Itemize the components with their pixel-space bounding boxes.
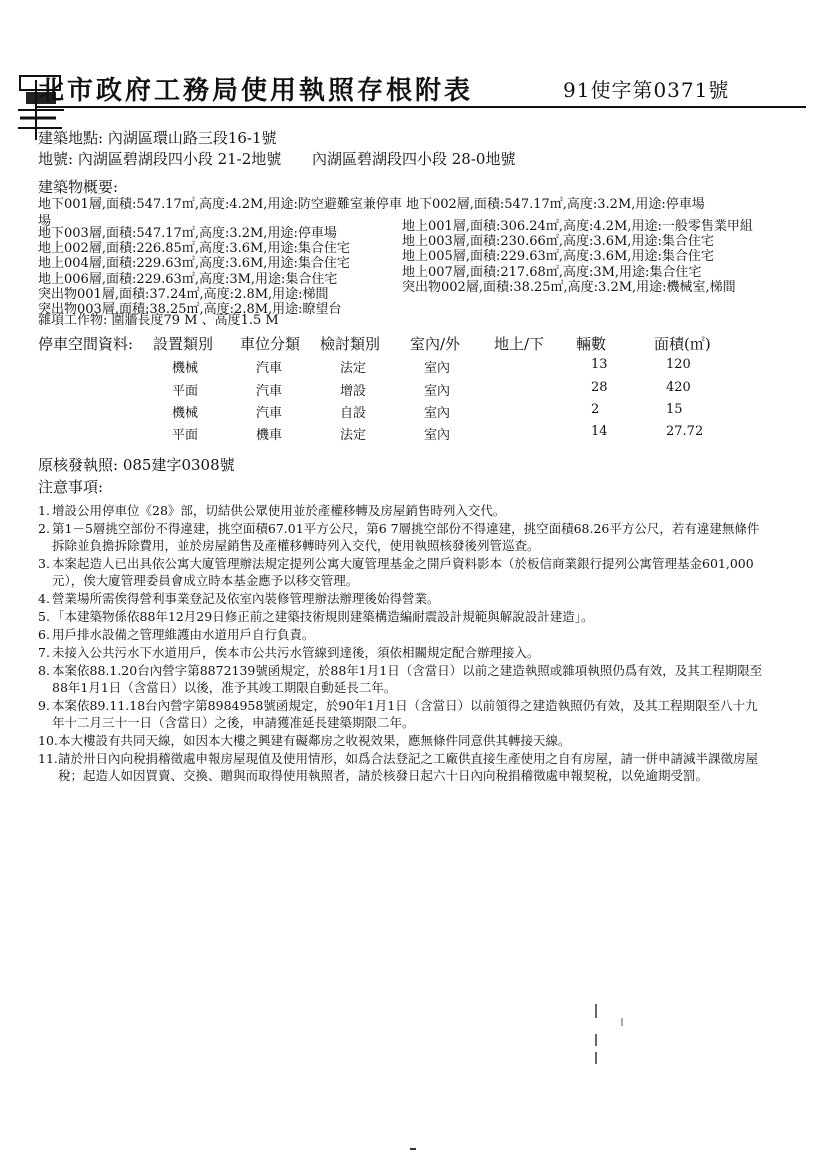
floor-item: 突出物002層,面積:38.25㎡,高度:3.2M,用途:機械室,梯間 <box>402 279 736 295</box>
parking-cell-type: 機械 <box>172 406 199 421</box>
parking-cell-area: 27.72 <box>666 424 704 439</box>
parking-cell-class: 機車 <box>256 428 283 443</box>
parking-header-type: 設置類別 <box>153 335 214 353</box>
floors-left-list <box>38 226 350 317</box>
parking-cell-class: 汽車 <box>256 384 283 399</box>
notes-heading: 注意事項: <box>38 478 104 496</box>
parking-header-review: 檢討類別 <box>320 335 381 353</box>
parking-cell-inout: 室內 <box>424 428 451 443</box>
parking-cell-review: 增設 <box>340 384 367 399</box>
parking-cell-inout: 室內 <box>424 406 451 421</box>
floor-item: 地上007層,面積:217.68㎡,高度:3M,用途:集合住宅 <box>402 264 702 280</box>
parking-cell-inout: 室內 <box>424 361 451 376</box>
note-text: 增設公用停車位《28》部，切結供公眾使用並於產權移轉及房屋銷售時列入交代。 <box>52 503 506 518</box>
note-number: 10. <box>38 733 58 748</box>
site-lot-2: 內湖區碧湖段四小段 28-0地號 <box>312 150 516 168</box>
scan-artifact-dot <box>410 1148 416 1150</box>
parking-cell-class: 汽車 <box>256 361 283 376</box>
misc-works: 雜項工作物: 圍牆長度79 M 、高度1.5 M <box>38 313 279 328</box>
note-number: 11. <box>38 751 58 766</box>
site-lot-1: 地號: 內湖區碧湖段四小段 21-2地號 <box>38 150 282 168</box>
list-item <box>38 732 768 749</box>
parking-cell-count: 2 <box>591 402 600 417</box>
parking-header-class: 車位分類 <box>240 335 301 353</box>
parking-cell-area: 15 <box>666 402 683 417</box>
parking-cell-class: 汽車 <box>256 406 283 421</box>
note-number: 9. <box>38 698 50 713</box>
list-item <box>38 644 768 661</box>
list-item <box>38 555 768 589</box>
list-item <box>38 590 768 607</box>
note-text: 本大樓設有共同天線，如因本大樓之興建有礙鄰房之收視效果，應無條件同意供其轉接天線。 <box>58 733 571 748</box>
parking-header-inout: 室內/外 <box>410 335 461 353</box>
parking-cell-review: 自設 <box>340 406 367 421</box>
note-text: 營業場所需俟得營利事業登記及依室內裝修管理辦法辦理後始得營業。 <box>52 591 440 606</box>
parking-cell-area: 120 <box>666 357 691 372</box>
parking-label: 停車空間資料: <box>38 335 134 353</box>
list-item <box>38 626 768 643</box>
floor-item: 地上004層,面積:229.63㎡,高度:3.6M,用途:集合住宅 <box>38 256 350 272</box>
site-address: 建築地點: 內湖區環山路三段16-1號 <box>38 129 277 147</box>
note-text: 用戶排水設備之管理維護由水道用戶自行負責。 <box>52 627 315 642</box>
parking-header-count: 輛數 <box>576 335 607 353</box>
parking-cell-inout: 室內 <box>424 384 451 399</box>
note-number: 5. <box>38 609 50 624</box>
list-item <box>38 502 768 519</box>
list-item <box>38 697 768 731</box>
list-item <box>38 608 768 625</box>
note-text: 「本建築物係依88年12月29日修正前之建築技術規則建築構造編耐震設計規範與解說設計建造」。 <box>52 609 594 624</box>
overview-line1-wrap: 場 <box>38 214 52 229</box>
note-text: 第1－5層挑空部份不得違建，挑空面積67.01平方公尺，第6 7層挑空部份不得違建，挑空面積68.26平方公尺，若有違建無條件拆除並負擔拆除費用，並於房屋銷售及產權移轉時列入交代，使用執照核發後列管巡查。 <box>52 521 760 553</box>
parking-cell-count: 14 <box>591 424 608 439</box>
parking-header-updown: 地上/下 <box>494 335 545 353</box>
list-item <box>38 662 768 696</box>
note-number: 7. <box>38 645 50 660</box>
overview-line1: 地下001層,面積:547.17㎡,高度:4.2M,用途:防空避難室兼停車 地下002層,面積:547.17㎡,高度:3.2M,用途:停車場 <box>38 197 705 212</box>
original-license: 原核發執照: 085建字0308號 <box>38 456 235 474</box>
parking-cell-review: 法定 <box>340 428 367 443</box>
floor-item: 地上005層,面積:229.63㎡,高度:3.6M,用途:集合住宅 <box>402 249 714 265</box>
note-number: 3. <box>38 556 50 571</box>
floor-item: 地下003層,面積:547.17㎡,高度:3.2M,用途:停車場 <box>38 226 337 241</box>
note-text: 本案依88.1.20台內營字第8872139號函規定，於88年1月1日（含當日）以前之建造執照或雜項執照仍爲有效，及其工程期限至88年1月1日（含當日）以後，准予其竣工期限自動延長二年。 <box>52 663 763 695</box>
parking-cell-type: 機械 <box>172 361 199 376</box>
note-text: 本案依89.11.18台內營字第8984958號函規定，於90年1月1日（含當日）以前領得之建造執照仍有效，及其工程期限至八十九年十二月三十一日（含當日）之後，申請獲准延長建築期限二年。 <box>52 698 758 730</box>
note-number: 2. <box>38 521 50 536</box>
overview-heading: 建築物概要: <box>38 178 119 196</box>
parking-cell-area: 420 <box>666 380 691 395</box>
floor-item: 地上006層,面積:229.63㎡,高度:3M,用途:集合住宅 <box>38 271 338 287</box>
title-underline <box>36 106 806 108</box>
floor-item: 地上002層,面積:226.85㎡,高度:3.6M,用途:集合住宅 <box>38 241 350 257</box>
floor-item: 突出物003層,面積:38.25㎡,高度:2.8M,用途:瞭望台 <box>38 302 342 318</box>
note-number: 4. <box>38 591 50 606</box>
floor-item: 地上003層,面積:230.66㎡,高度:3.6M,用途:集合住宅 <box>402 234 714 250</box>
note-text: 未接入公共污水下水道用戶，俟本市公共污水管線到達後，須依相關規定配合辦理接入。 <box>52 645 540 660</box>
parking-cell-type: 平面 <box>172 428 199 443</box>
note-number: 1. <box>38 503 50 518</box>
floor-item: 突出物001層,面積:37.24㎡,高度:2.8M,用途:梯間 <box>38 286 329 302</box>
parking-cell-review: 法定 <box>340 361 367 376</box>
floors-right-list <box>402 219 753 295</box>
list-item <box>38 520 768 554</box>
parking-header-area: 面積(㎡) <box>654 335 711 353</box>
list-item <box>38 750 768 784</box>
parking-cell-count: 13 <box>591 357 608 372</box>
parking-cell-type: 平面 <box>172 384 199 399</box>
floor-item: 地上001層,面積:306.24㎡,高度:4.2M,用途:一般零售業甲組 <box>402 219 753 234</box>
note-text: 請於卅日內向稅捐稽徵處申報房屋現值及使用情形，如爲合法登記之工廠供直接生產使用之自有房屋，請一併申請減半課徵房屋稅；起造人如因買賣、交換、贈與而取得使用執照者，請於核發日起六十日內向稅捐稽徵處申報契稅，以免逾期受罰。 <box>58 751 759 783</box>
note-text: 本案起造人已出具依公寓大廈管理辦法規定提列公寓大廈管理基金之開戶資料影本（於板信商業銀行提列公寓管理基金601,000元），俟大廈管理委員會成立時本基金應予以移交管理。 <box>52 556 754 588</box>
parking-cell-count: 28 <box>591 380 608 395</box>
document-number: 91使字第0371號 <box>563 78 730 102</box>
scan-artifact-marks <box>592 1000 632 1070</box>
notes-list <box>38 502 768 785</box>
note-number: 6. <box>38 627 50 642</box>
page-title: 北市政府工務局使用執照存根附表 <box>38 76 474 106</box>
note-number: 8. <box>38 663 50 678</box>
